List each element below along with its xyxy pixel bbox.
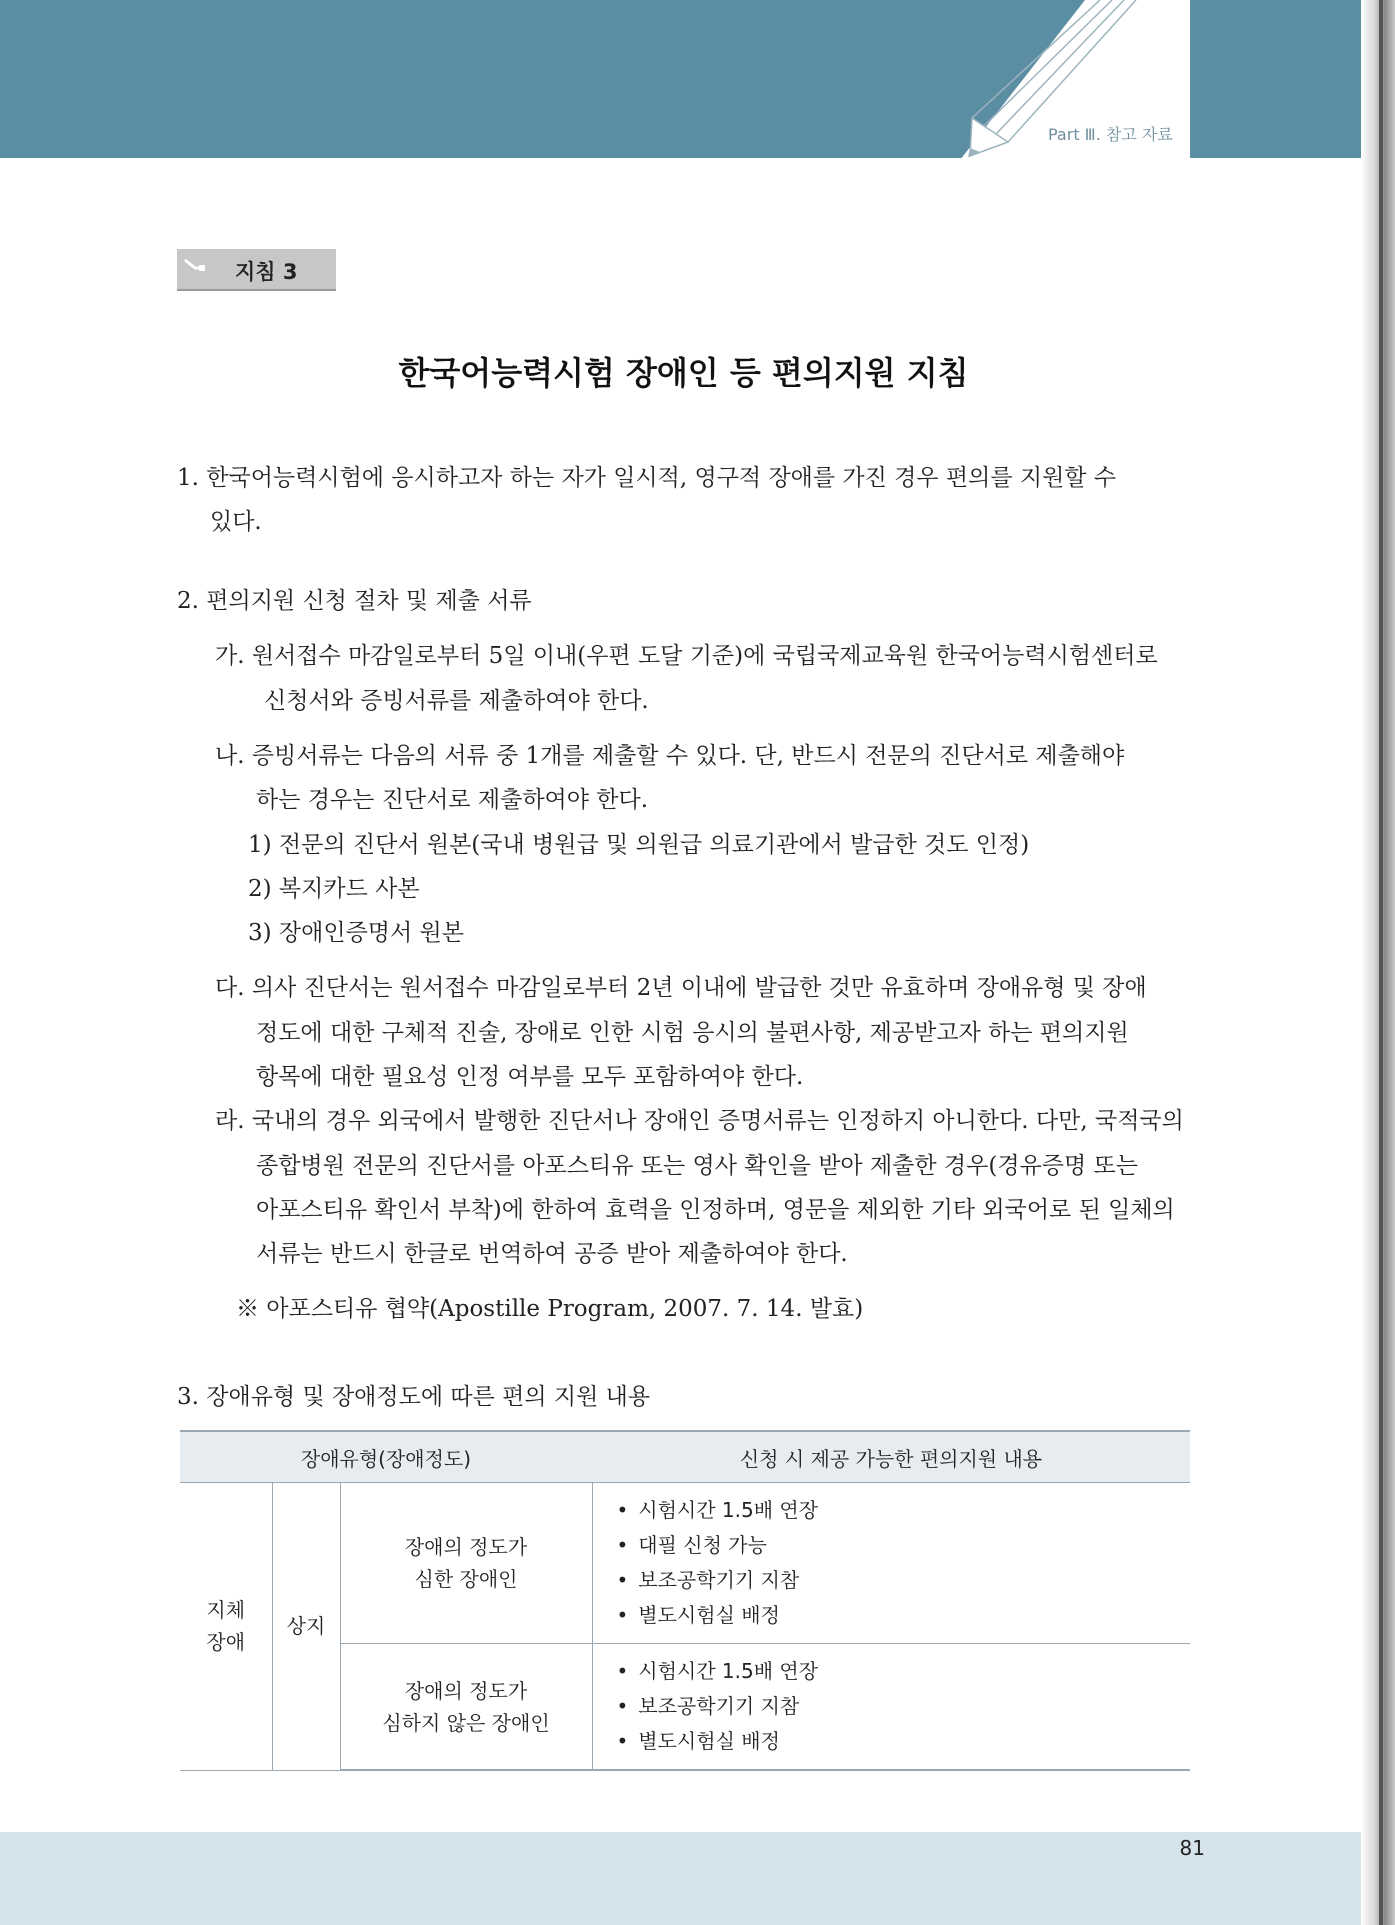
section-1-line-2: 있다. — [210, 509, 262, 535]
guideline-tab — [177, 249, 336, 291]
support-item: • 보조공학기기 지참 — [617, 1563, 1191, 1598]
disability-subcategory-cell: 상지 — [272, 1483, 340, 1771]
table-header-cell: 신청 시 제공 가능한 편의지원 내용 — [592, 1431, 1190, 1483]
item-ga-line-1: 가. 원서접수 마감일로부터 5일 이내(우편 도달 기준)에 국립국제교육원 한국어능력시험센터로 — [215, 643, 1158, 669]
table-header-row — [180, 1431, 1190, 1483]
item-ra-line-4: 서류는 반드시 한글로 번역하여 공증 받아 제출하여야 한다. — [256, 1241, 848, 1267]
item-na-subitem-1: 1) 전문의 진단서 원본(국내 병원급 및 의원급 의료기관에서 발급한 것도 인정) — [248, 832, 1030, 858]
apostille-note: ※ 아포스티유 협약(Apostille Program, 2007. 7. 14. 발효) — [236, 1296, 864, 1322]
guideline-tab-label: 지침 3 — [235, 260, 298, 284]
item-na-line-2: 하는 경우는 진단서로 제출하여야 한다. — [256, 787, 649, 813]
support-item: • 대필 신청 가능 — [617, 1528, 1191, 1563]
severity-line: 장애의 정도가 — [404, 1678, 528, 1703]
support-table — [180, 1430, 1190, 1771]
support-cell — [592, 1483, 1190, 1644]
page-edge-shadow — [1361, 0, 1395, 1925]
severity-cell — [340, 1483, 592, 1644]
category-line: 장애 — [206, 1630, 246, 1655]
document-title: 한국어능력시험 장애인 등 편의지원 지침 — [398, 354, 969, 392]
table-header-cell: 장애유형(장애정도) — [180, 1431, 592, 1483]
support-table-container — [180, 1430, 1190, 1771]
support-item: • 시험시간 1.5배 연장 — [617, 1654, 1191, 1689]
severity-line: 장애의 정도가 — [404, 1535, 528, 1559]
page-number: 81 — [1179, 1836, 1205, 1860]
arrow-corner-icon — [181, 254, 209, 282]
item-na-subitem-3: 3) 장애인증명서 원본 — [248, 920, 464, 946]
support-cell — [592, 1644, 1190, 1771]
item-na-line-1: 나. 증빙서류는 다음의 서류 중 1개를 제출할 수 있다. 단, 반드시 전문의 진단서로 제출해야 — [215, 743, 1125, 769]
part-label: Part Ⅲ. 참고 자료 — [1048, 125, 1173, 144]
section-2-heading: 2. 편의지원 신청 절차 및 제출 서류 — [177, 588, 532, 614]
item-ra-line-3: 아포스티유 확인서 부착)에 한하여 효력을 인정하며, 영문을 제외한 기타 외국어로 된 일체의 — [256, 1197, 1175, 1223]
item-da-line-3: 항목에 대한 필요성 인정 여부를 모두 포함하여야 한다. — [256, 1064, 804, 1090]
item-ga-line-2: 신청서와 증빙서류를 제출하여야 한다. — [264, 688, 649, 714]
table-row — [180, 1483, 1190, 1644]
item-ra-line-1: 라. 국내의 경우 외국에서 발행한 진단서나 장애인 증명서류는 인정하지 아니한다. 다만, 국적국의 — [215, 1108, 1184, 1134]
disability-category-cell — [180, 1483, 272, 1771]
support-item: • 보조공학기기 지참 — [617, 1689, 1191, 1724]
page-edge-line — [1379, 0, 1383, 1925]
category-line: 지체 — [206, 1598, 246, 1623]
item-da-line-1: 다. 의사 진단서는 원서접수 마감일로부터 2년 이내에 발급한 것만 유효하며 장애유형 및 장애 — [215, 975, 1147, 1001]
severity-line: 심하지 않은 장애인 — [382, 1710, 550, 1735]
severity-line: 심한 장애인 — [414, 1567, 518, 1591]
item-na-subitem-2: 2) 복지카드 사본 — [248, 876, 420, 902]
support-item: • 별도시험실 배정 — [617, 1724, 1191, 1759]
severity-cell — [340, 1644, 592, 1771]
support-item: • 별도시험실 배정 — [617, 1598, 1191, 1633]
support-item: • 시험시간 1.5배 연장 — [617, 1493, 1191, 1528]
section-1-line-1: 1. 한국어능력시험에 응시하고자 하는 자가 일시적, 영구적 장애를 가진 경우 편의를 지원할 수 — [177, 465, 1117, 491]
item-ra-line-2: 종합병원 전문의 진단서를 아포스티유 또는 영사 확인을 받아 제출한 경우(경유증명 또는 — [256, 1153, 1138, 1179]
section-3-heading: 3. 장애유형 및 장애정도에 따른 편의 지원 내용 — [177, 1384, 651, 1410]
item-da-line-2: 정도에 대한 구체적 진술, 장애로 인한 시험 응시의 불편사항, 제공받고자 하는 편의지원 — [256, 1020, 1129, 1046]
